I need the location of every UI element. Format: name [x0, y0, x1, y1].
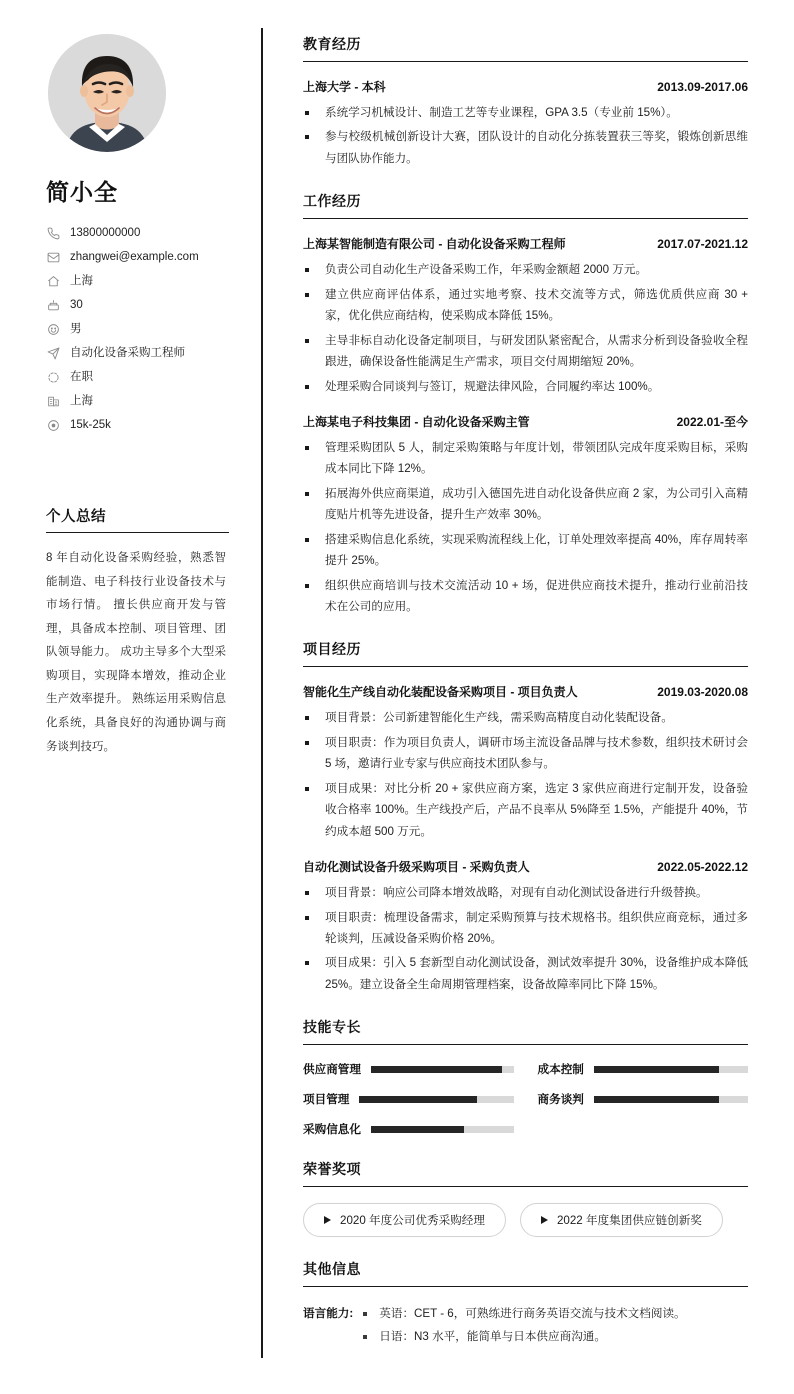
- section-heading-projects: 项目经历: [303, 639, 748, 667]
- summary-heading: 个人总结: [46, 505, 229, 533]
- bullet-list: [303, 882, 748, 995]
- bullet-item: 组织供应商培训与技术交流活动 10 + 场，促进供应商技术提升，推动行业前沿技术在公司的应用。: [303, 575, 748, 618]
- contact-item-age: [46, 293, 235, 317]
- language-list: [357, 1303, 748, 1348]
- contact-item-gender: [46, 317, 235, 341]
- section-heading-skills: 技能专长: [303, 1017, 748, 1045]
- bullet-item: 主导非标自动化设备定制项目，与研发团队紧密配合，从需求分析到设备验收全程跟进，确保设备性能满足生产需求，项目交付周期缩短 20%。: [303, 330, 748, 373]
- bullet-item: 负责公司自动化生产设备采购工作，年采购金额超 2000 万元。: [303, 259, 748, 280]
- contact-item-workplace: [46, 389, 235, 413]
- bullet-list: [303, 102, 748, 169]
- salary-icon: [46, 418, 60, 432]
- section-work: [303, 191, 748, 617]
- bullet-item: 建立供应商评估体系，通过实地考察、技术交流等方式，筛选优质供应商 30 + 家，优化供应商结构，使采购成本降低 15%。: [303, 284, 748, 327]
- age-icon: [46, 298, 60, 312]
- avatar: [48, 34, 166, 152]
- entry-title: 自动化测试设备升级采购项目 - 采购负责人: [303, 860, 530, 875]
- entry-header: [303, 683, 748, 700]
- skill-label: 项目管理: [303, 1093, 350, 1107]
- person-name: 简小全: [46, 179, 118, 205]
- section-projects: [303, 639, 748, 995]
- bullet-item: 项目成果：对比分析 20 + 家供应商方案，选定 3 家供应商进行定制开发，设备验收合格率 100%。生产线投产后，产品不良率从 5%降至 1.5%，产能提升 40%，节约成本超 500 万元。: [303, 778, 748, 842]
- project-entry: [303, 858, 748, 995]
- phone-icon: [46, 226, 60, 240]
- skill-progress-fill: [371, 1126, 464, 1133]
- contact-value: 自动化设备采购工程师: [70, 347, 185, 359]
- bullet-list: [303, 707, 748, 842]
- contact-value: 上海: [70, 275, 93, 287]
- entry-date: 2022.05-2022.12: [657, 860, 748, 875]
- bullet-item: 项目职责：梳理设备需求，制定采购预算与技术规格书。组织供应商竞标，通过多轮谈判，压减设备采购价格 20%。: [303, 907, 748, 950]
- skill-item: [303, 1091, 514, 1107]
- skill-item: [538, 1061, 749, 1077]
- summary-section: [46, 505, 235, 759]
- education-entry: [303, 78, 748, 169]
- award-label: 2022 年度集团供应链创新奖: [556, 1214, 702, 1228]
- sidebar: [0, 0, 263, 1394]
- project-entry: [303, 683, 748, 842]
- bullet-item: 项目成果：引入 5 套新型自动化测试设备，测试效率提升 30%，设备维护成本降低 25%。建立设备全生命周期管理档案，设备故障率同比下降 15%。: [303, 952, 748, 995]
- contact-item-location: [46, 269, 235, 293]
- contact-value: 13800000000: [70, 227, 141, 239]
- skill-progress-fill: [359, 1096, 476, 1103]
- section-heading-education: 教育经历: [303, 34, 748, 62]
- contact-value: 30: [70, 299, 83, 311]
- section-skills: [303, 1017, 748, 1137]
- bullet-list: [303, 437, 748, 618]
- bullet-list: [303, 259, 748, 397]
- contact-item-salary: [46, 413, 235, 437]
- skills-grid: [303, 1061, 748, 1137]
- skill-progress-track: [371, 1126, 514, 1133]
- bullet-item: 管理采购团队 5 人，制定采购策略与年度计划，带领团队完成年度采购目标，采购成本同比下降 12%。: [303, 437, 748, 480]
- section-heading-other: 其他信息: [303, 1259, 748, 1287]
- awards-row: [303, 1203, 748, 1237]
- bullet-item: 系统学习机械设计、制造工艺等专业课程，GPA 3.5（专业前 15%）。: [303, 102, 748, 123]
- entry-header: [303, 235, 748, 252]
- skill-progress-track: [594, 1096, 748, 1103]
- paper-plane-icon: [46, 346, 60, 360]
- building-icon: [46, 394, 60, 408]
- entry-header: [303, 413, 748, 430]
- award-badge[interactable]: [303, 1203, 506, 1237]
- skill-item: [303, 1121, 514, 1137]
- section-other-info: [303, 1259, 748, 1348]
- skill-progress-fill: [594, 1096, 719, 1103]
- portrait-photo-icon: [48, 34, 166, 152]
- entry-header: [303, 78, 748, 95]
- gender-icon: [46, 322, 60, 336]
- bullet-item: 处理采购合同谈判与签订，规避法律风险，合同履约率达 100%。: [303, 376, 748, 397]
- language-label: 语言能力:: [303, 1307, 354, 1321]
- contact-item-phone: [46, 221, 235, 245]
- triangle-marker-icon: [324, 1216, 331, 1224]
- section-awards: [303, 1159, 748, 1237]
- entry-date: 2019.03-2020.08: [657, 685, 748, 700]
- award-badge[interactable]: [520, 1203, 723, 1237]
- work-entry: [303, 235, 748, 397]
- entry-title: 上海大学 - 本科: [303, 80, 386, 94]
- contact-value: 在职: [70, 371, 93, 383]
- skill-item: [303, 1061, 514, 1077]
- bullet-item: 项目背景：公司新建智能化生产线，需采购高精度自动化装配设备。: [303, 707, 748, 728]
- home-icon: [46, 274, 60, 288]
- entry-title: 智能化生产线自动化装配设备采购项目 - 项目负责人: [303, 685, 578, 700]
- contact-list: [46, 221, 235, 437]
- skill-progress-track: [371, 1066, 514, 1073]
- main-column: [263, 0, 794, 1394]
- envelope-icon: [46, 250, 60, 264]
- status-icon: [46, 370, 60, 384]
- section-heading-awards: 荣誉奖项: [303, 1159, 748, 1187]
- contact-value: zhangwei@example.com: [70, 251, 199, 263]
- triangle-marker-icon: [541, 1216, 548, 1224]
- section-education: [303, 34, 748, 169]
- entry-title: 上海某电子科技集团 - 自动化设备采购主管: [303, 414, 530, 429]
- skill-item: [538, 1091, 749, 1107]
- entry-title: 上海某智能制造有限公司 - 自动化设备采购工程师: [303, 237, 566, 252]
- contact-item-job-title: [46, 341, 235, 365]
- bullet-item: 拓展海外供应商渠道，成功引入德国先进自动化设备供应商 2 家，为公司引入高精度贴片机等先进设备，提升生产效率 30%。: [303, 483, 748, 526]
- entry-header: [303, 858, 748, 875]
- work-entry: [303, 413, 748, 618]
- award-label: 2020 年度公司优秀采购经理: [340, 1214, 485, 1228]
- language-row: [303, 1303, 748, 1348]
- skill-label: 供应商管理: [303, 1063, 361, 1077]
- bullet-item: 项目背景：响应公司降本增效战略，对现有自动化测试设备进行升级替换。: [303, 882, 748, 903]
- summary-text: 8 年自动化设备采购经验，熟悉智能制造、电子科技行业设备技术与市场行情。 擅长供应商开发与管理，具备成本控制、项目管理、团队领导能力。 成功主导多个大型采购项目，实现降本增效，推动企业生产效率提升。 熟练运用采购信息化系统，具备良好的沟通协调与商务谈判技巧。: [46, 552, 226, 753]
- skill-progress-track: [594, 1066, 748, 1073]
- entry-date: 2022.01-至今: [676, 414, 748, 429]
- section-heading-work: 工作经历: [303, 191, 748, 219]
- language-item: 英语：CET - 6，可熟练进行商务英语交流与技术文档阅读。: [357, 1303, 748, 1326]
- bullet-item: 参与校级机械创新设计大赛，团队设计的自动化分拣装置获三等奖，锻炼创新思维与团队协作能力。: [303, 126, 748, 169]
- contact-item-email: [46, 245, 235, 269]
- skill-progress-fill: [594, 1066, 719, 1073]
- contact-item-status: [46, 365, 235, 389]
- bullet-item: 搭建采购信息化系统，实现采购流程线上化，订单处理效率提高 40%，库存周转率提升 25%。: [303, 529, 748, 572]
- language-item: 日语：N3 水平，能简单与日本供应商沟通。: [357, 1326, 748, 1349]
- skill-label: 商务谈判: [537, 1093, 584, 1107]
- entry-date: 2017.07-2021.12: [657, 237, 748, 252]
- contact-value: 上海: [70, 395, 93, 407]
- skill-label: 成本控制: [537, 1063, 584, 1077]
- skill-label: 采购信息化: [303, 1123, 361, 1137]
- contact-value: 男: [70, 323, 82, 335]
- skill-progress-track: [359, 1096, 513, 1103]
- skill-progress-fill: [371, 1066, 502, 1073]
- entry-date: 2013.09-2017.06: [657, 80, 748, 94]
- bullet-item: 项目职责：作为项目负责人，调研市场主流设备品牌与技术参数，组织技术研讨会 5 场，邀请行业专家与供应商技术团队参与。: [303, 732, 748, 775]
- contact-value: 15k-25k: [70, 419, 111, 431]
